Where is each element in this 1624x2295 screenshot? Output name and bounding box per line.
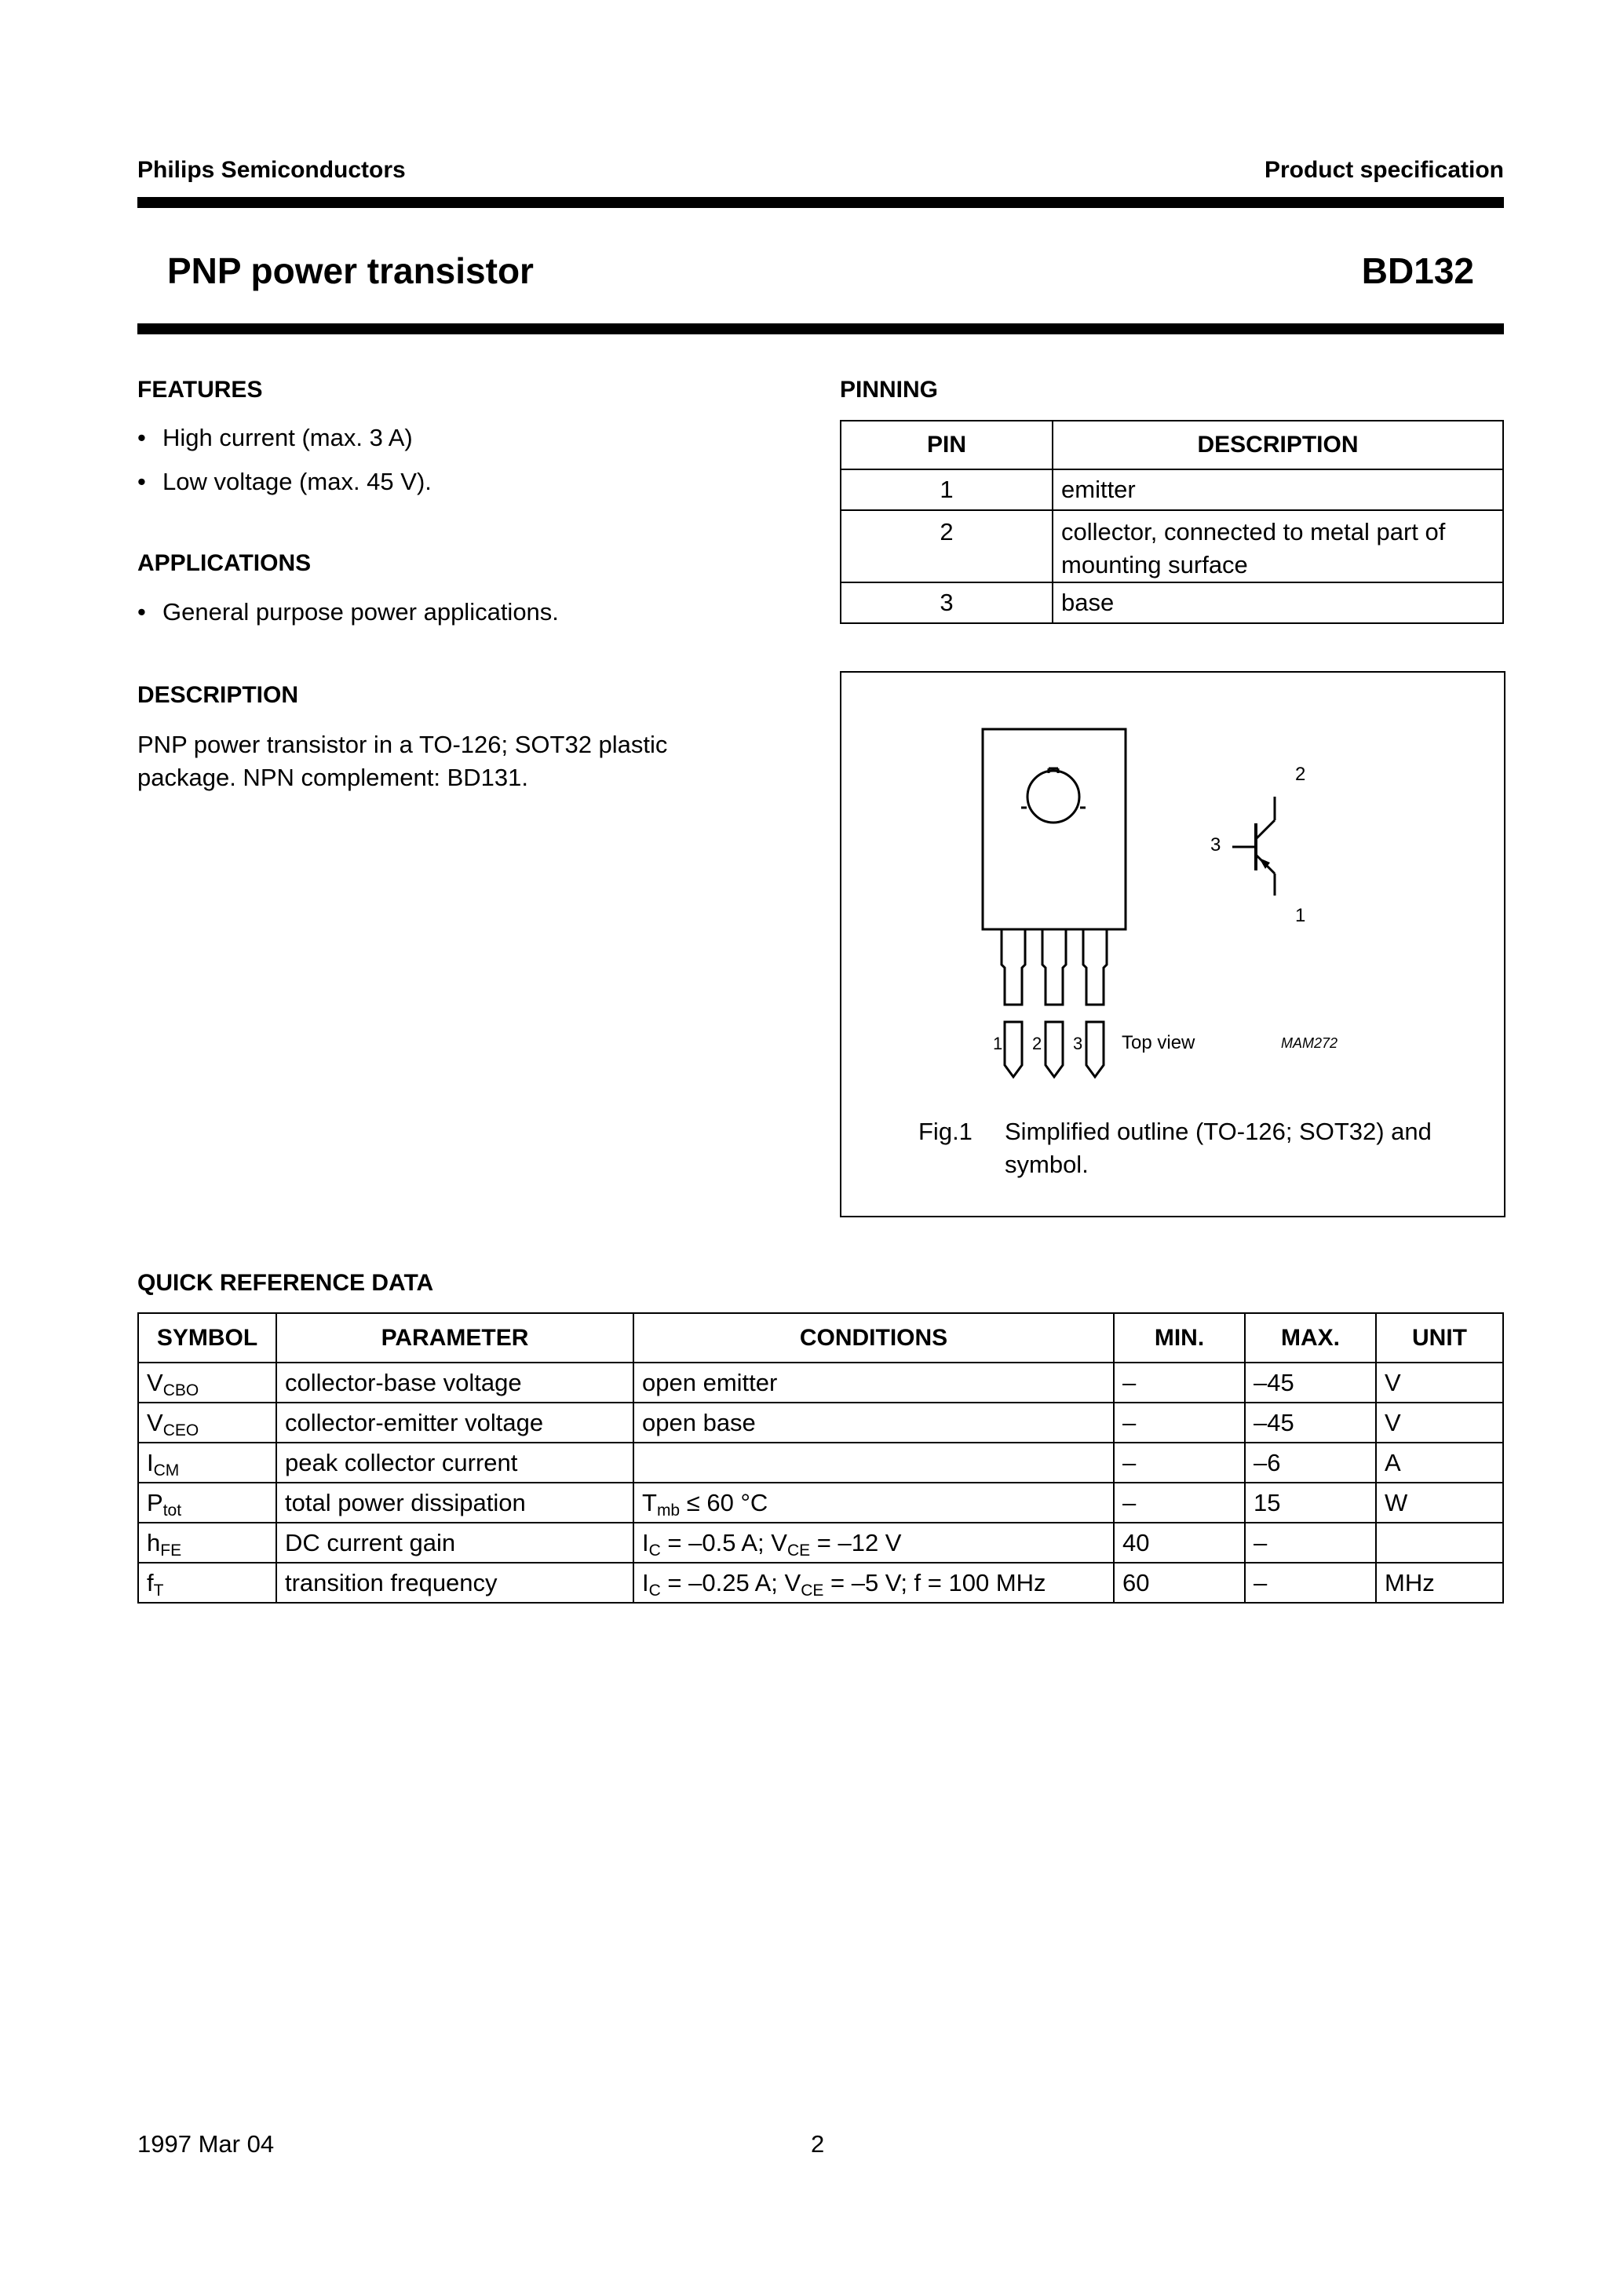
table-row: $V_{CBO}$ collector-base voltage open emitter – –45 V — [138, 1363, 1503, 1403]
company-name: Philips Semiconductors — [137, 157, 406, 183]
figure-caption: Simplified outline (TO-126; SOT32) and symbol. — [1005, 1118, 1432, 1178]
lead-1-upper — [1002, 929, 1025, 1005]
lead-2-tip — [1046, 1022, 1063, 1077]
table-row: $f_T$ transition frequency $I_C = -0.25$ A; $V_{CE} = -5$ V; f = 100 MHz 60 – MHz — [138, 1563, 1503, 1603]
lead-3-tip — [1086, 1022, 1104, 1077]
pinning-heading: PINNING — [840, 377, 939, 403]
footer-date: 1997 Mar 04 — [137, 2130, 275, 2158]
table-row: $h_{FE}$ DC current gain $I_C = -0.5$ A; $V_{CE} = -12$ V 40 – — [138, 1523, 1503, 1563]
features-heading: FEATURES — [137, 377, 263, 403]
document-type: Product specification — [1264, 157, 1504, 183]
list-item: • High current (max. 3 A) — [137, 416, 781, 460]
lead-3-upper — [1083, 929, 1107, 1005]
qr-col-symbol: SYMBOL — [138, 1313, 276, 1363]
qr-col-conditions: CONDITIONS — [633, 1313, 1114, 1363]
table-row: $P_{tot}$ total power dissipation $T_{mb} \le 60$ °C – 15 W — [138, 1483, 1503, 1523]
qr-col-max: MAX. — [1245, 1313, 1376, 1363]
table-row: 1 emitter — [841, 469, 1503, 510]
table-row: $I_{CM}$ peak collector current – –6 A — [138, 1443, 1503, 1483]
header-rule — [137, 197, 1504, 208]
mounting-hole — [1027, 771, 1079, 823]
page-title: PNP power transistor — [167, 250, 534, 291]
table-row: 2 collector, connected to metal part of mounting surface — [841, 510, 1503, 582]
symbol-cell: $P_{tot}$ — [138, 1483, 276, 1523]
page-number: 2 — [811, 2130, 825, 2158]
lead-1-tip — [1005, 1022, 1022, 1077]
list-item: • General purpose power applications. — [137, 590, 781, 634]
list-item: • Low voltage (max. 45 V). — [137, 460, 781, 504]
outline-pin-3-label: 3 — [1073, 1034, 1083, 1053]
symbol-cell: $h_{FE}$ — [138, 1523, 276, 1563]
conditions-cell: $T_{mb} \le 60$ °C — [633, 1483, 1114, 1523]
pnp-transistor-symbol — [1232, 797, 1275, 896]
description-text: PNP power transistor in a TO-126; SOT32 plastic package. NPN complement: BD131. — [137, 731, 668, 791]
figure-code: MAM272 — [1281, 1035, 1338, 1051]
title-rule — [137, 323, 1504, 334]
lead-2-upper — [1042, 929, 1066, 1005]
table-row: 3 base — [841, 582, 1503, 623]
part-number: BD132 — [1361, 250, 1474, 291]
table-row: $V_{CEO}$ collector-emitter voltage open base – –45 V — [138, 1403, 1503, 1443]
conditions-cell: $I_C = -0.5$ A; $V_{CE} = -12$ V — [633, 1523, 1114, 1563]
outline-pin-2-label: 2 — [1032, 1034, 1042, 1053]
description-heading: DESCRIPTION — [137, 682, 299, 708]
applications-heading: APPLICATIONS — [137, 550, 312, 576]
symbol-cell: $V_{CBO}$ — [138, 1363, 276, 1403]
qr-col-parameter: PARAMETER — [276, 1313, 633, 1363]
top-view-label: Top view — [1122, 1032, 1195, 1053]
symbol-emitter-label: 1 — [1295, 905, 1306, 926]
figure-box — [840, 671, 1505, 1217]
symbol-cell: $I_{CM}$ — [138, 1443, 276, 1483]
quick-reference-heading: QUICK REFERENCE DATA — [137, 1270, 434, 1296]
features-list — [137, 416, 781, 504]
symbol-collector-label: 2 — [1295, 764, 1306, 785]
conditions-cell: $I_C = -0.25$ A; $V_{CE} = -5$ V; f = 100 MHz — [633, 1563, 1114, 1603]
outline-pin-1-label: 1 — [993, 1034, 1003, 1053]
figure-number: Fig.1 — [918, 1118, 973, 1145]
package-body — [983, 729, 1126, 929]
symbol-cell: $V_{CEO}$ — [138, 1403, 276, 1443]
qr-col-unit: UNIT — [1376, 1313, 1503, 1363]
symbol-base-label: 3 — [1210, 834, 1221, 856]
pinning-col-pin: PIN — [841, 421, 1053, 469]
applications-list — [137, 590, 781, 634]
symbol-cell: $f_T$ — [138, 1563, 276, 1603]
pinning-col-description: DESCRIPTION — [1053, 421, 1503, 469]
qr-col-min: MIN. — [1114, 1313, 1245, 1363]
pinning-table — [840, 420, 1504, 624]
quick-reference-table — [137, 1312, 1504, 1604]
